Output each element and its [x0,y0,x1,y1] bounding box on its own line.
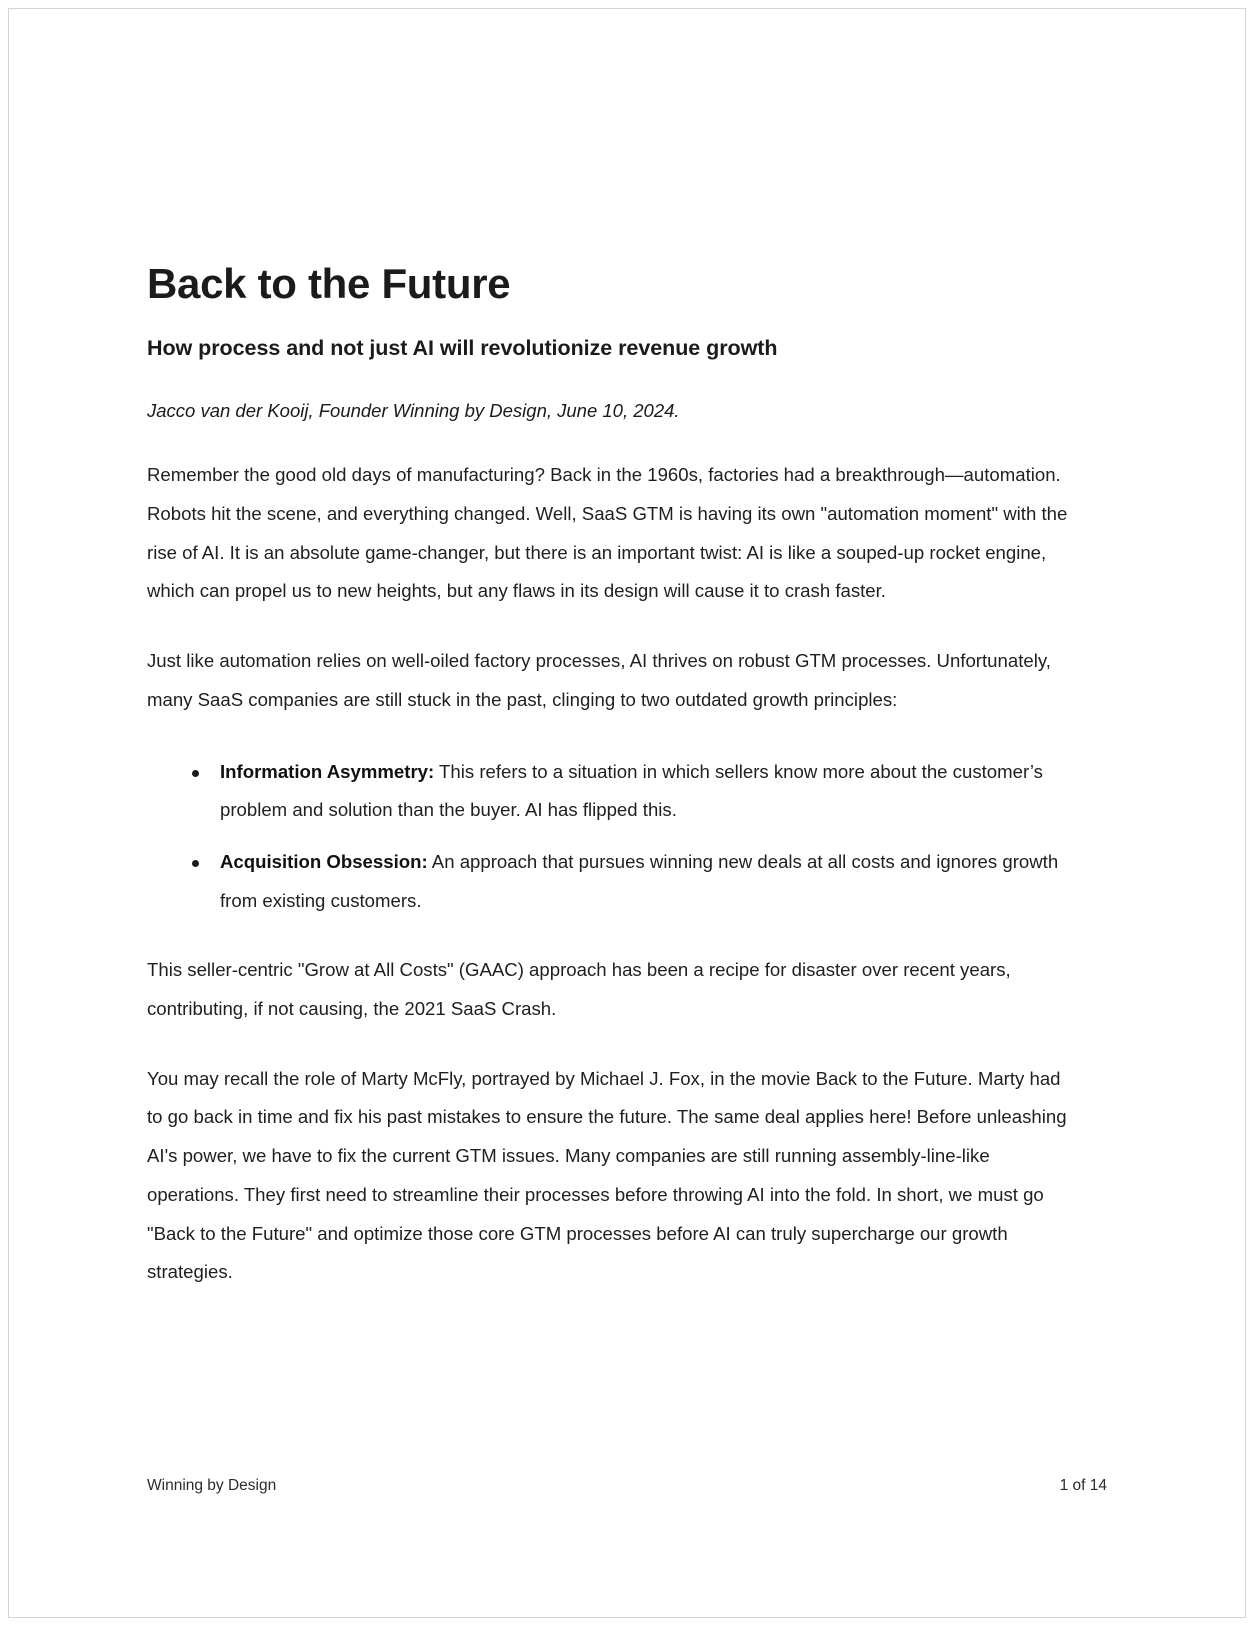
bullet-dot-icon [192,860,199,867]
page-subtitle: How process and not just AI will revolutionize revenue growth [147,335,778,360]
paragraph-gaac: This seller-centric "Grow at All Costs" (GAAC) approach has been a recipe for disaster over recent years, contributing, if not causing, the 2021 SaaS Crash. [147,959,1011,1020]
document-content [147,9,1077,1292]
paragraph-marty-mcfly: You may recall the role of Marty McFly, portrayed by Michael J. Fox, in the movie Back to the Future. Marty had to go back in time and fix his past mistakes to ensure the future. The same deal applies here! Before unleashing AI's power, we have to fix the current GTM issues. Many companies are still running assembly-line-like operations. They first need to streamline their processes before throwing AI into the fold. In short, we must go "Back to the Future" and optimize those core GTM processes before AI can truly supercharge our growth strategies. [147,1067,1067,1283]
list-item-lead: Information Asymmetry: [220,760,435,782]
list-item [147,740,1077,830]
paragraph-intro: Remember the good old days of manufacturing? Back in the 1960s, factories had a breakthrough—automation. Robots hit the scene, and everything changed. Well, SaaS GTM is having its own "automation moment" with the rise of AI. It is an absolute game-changer, but there is an important twist: AI is like a souped-up rocket engine, which can propel us to new heights, but any flaws in its design will cause it to crash faster. [147,464,1068,602]
byline: Jacco van der Kooij, Founder Winning by Design, June 10, 2024. [147,400,680,422]
paragraph-principles-intro: Just like automation relies on well-oiled factory processes, AI thrives on robust GTM processes. Unfortunately, many SaaS companies are still stuck in the past, clinging to two outdated growth principles: [147,650,1051,710]
page-title: Back to the Future [147,260,511,307]
principles-list [147,720,1077,921]
document-page [8,8,1246,1618]
footer-page-number: 1 of 14 [1059,1477,1107,1494]
list-item-lead: Acquisition Obsession: [220,850,428,872]
footer-brand: Winning by Design [147,1477,277,1494]
list-item-text: This refers to a situation in which sellers know more about the customer’s problem and solution than the buyer. AI has flipped this. [220,760,1043,821]
bullet-dot-icon [192,770,199,777]
page-footer [147,1477,1107,1495]
list-item-text: An approach that pursues winning new deals at all costs and ignores growth from existing customers. [220,850,1059,911]
list-item [147,830,1077,920]
